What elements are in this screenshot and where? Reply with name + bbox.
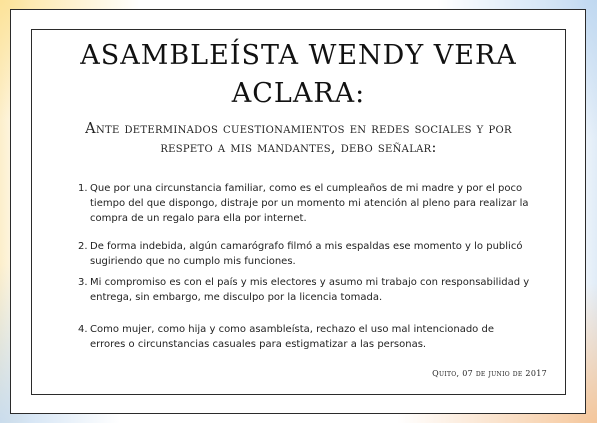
- point-number: 1.: [78, 183, 88, 194]
- point-text: Mi compromiso es con el país y mis electores y asumo mi trabajo con responsabilidad y entrega, sin embargo, me disculpo por la licencia tomada.: [90, 277, 530, 303]
- point-number: 2.: [78, 241, 88, 252]
- title-aclara: ACLARA:: [231, 78, 366, 109]
- point-1: [78, 181, 530, 226]
- date-location: Quito, 07 de junio de 2017: [432, 369, 547, 378]
- point-2: [78, 239, 530, 269]
- title-name: ASAMBLEÍSTA WENDY VERA: [80, 40, 517, 71]
- point-number: 4.: [78, 324, 88, 335]
- intro-statement: Ante determinados cuestionamientos en redes sociales y por respeto a mis mandantes, debo señalar:: [85, 121, 512, 156]
- point-text: De forma indebida, algún camarógrafo filmó a mis espaldas ese momento y lo publicó sugiriendo que no cumplo mis funciones.: [90, 241, 523, 267]
- point-text: Que por una circunstancia familiar, como es el cumpleaños de mi madre y por el poco tiempo del que dispongo, distraje por un momento mi atención al pleno para realizar la compra de un regalo para ella por internet.: [90, 183, 529, 224]
- point-3: [78, 275, 530, 305]
- point-text: Como mujer, como hija y como asambleísta, rechazo el uso mal intencionado de errores o circunstancias casuales para estigmatizar a las personas.: [90, 324, 494, 350]
- point-number: 3.: [78, 277, 88, 288]
- point-4: [78, 322, 530, 352]
